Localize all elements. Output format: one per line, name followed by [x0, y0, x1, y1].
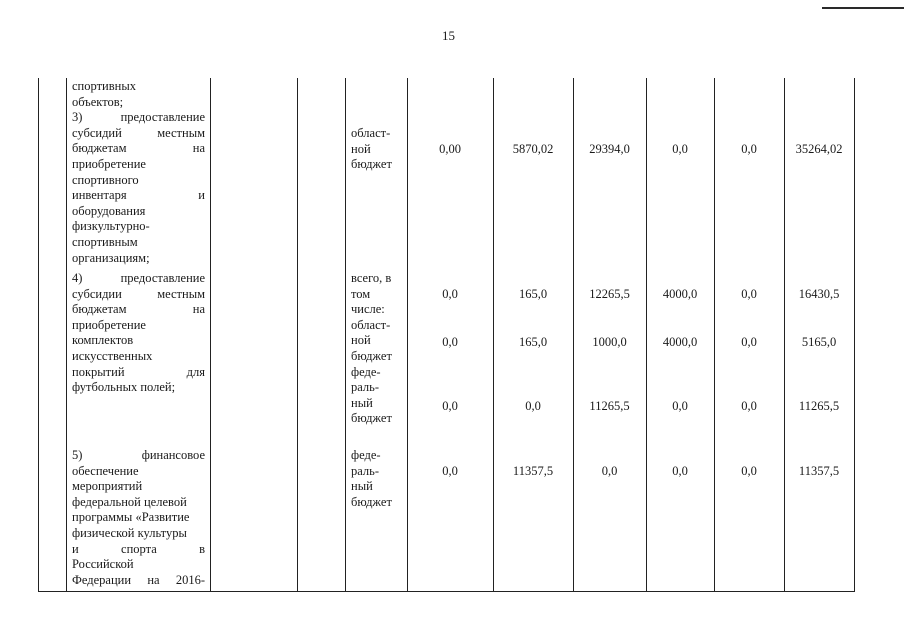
funding-source-line: числе: [351, 302, 385, 317]
value-cell: 0,0 [442, 399, 458, 413]
description-word: Федерации [72, 572, 132, 587]
description-line [72, 188, 205, 204]
description-word: для [186, 364, 205, 379]
description-line: мероприятий [72, 479, 143, 494]
description-line: программы «Развитие [72, 510, 190, 525]
value-cell: 0,0 [525, 399, 541, 413]
funding-source-line: ной [351, 141, 371, 156]
column-divider [297, 78, 298, 592]
description-line [72, 110, 205, 126]
value-cell: 165,0 [518, 287, 548, 301]
description-line: комплектов [72, 333, 134, 348]
value-cell: 0,0 [672, 399, 688, 413]
page-number: 15 [442, 28, 455, 43]
description-line [72, 302, 205, 318]
description-line: Российской [72, 557, 134, 572]
value-cell: 165,0 [518, 335, 548, 349]
value-cell: 0,00 [439, 142, 461, 156]
activity-description [72, 79, 205, 266]
description-line [72, 542, 205, 558]
description-line: организациям; [72, 250, 150, 265]
description-line [72, 141, 205, 157]
funding-source [351, 126, 407, 173]
value-cell: 0,0 [442, 335, 458, 349]
description-line [72, 271, 205, 287]
funding-source-line: област- [351, 317, 391, 332]
description-line: футбольных полей; [72, 380, 176, 395]
value-cell: 0,0 [741, 142, 757, 156]
description-word: местным [157, 125, 205, 140]
table-border-right [854, 78, 855, 592]
value-cell: 0,0 [741, 399, 757, 413]
description-line [72, 287, 205, 303]
funding-source-line: раль- [351, 380, 380, 395]
funding-source [351, 448, 407, 510]
description-line: приобретение [72, 317, 146, 332]
description-word: и [198, 188, 205, 203]
value-cell: 0,0 [601, 464, 618, 478]
description-line: физкультурно- [72, 219, 150, 234]
funding-source-line: раль- [351, 463, 380, 478]
funding-source-line: том [351, 286, 371, 301]
description-line: спортивным [72, 234, 138, 249]
description-word: бюджетам [72, 141, 127, 156]
value-cell: 11265,5 [589, 399, 630, 413]
total-cell: 11265,5 [798, 399, 840, 413]
total-cell: 5165,0 [801, 335, 837, 349]
value-cell: 0,0 [672, 464, 688, 478]
activity-description [72, 448, 205, 588]
description-word: местным [157, 286, 205, 301]
value-cell: 0,0 [741, 287, 757, 301]
value-cell: 0,0 [741, 335, 757, 349]
description-word: 2016- [175, 572, 205, 587]
value-cell: 0,0 [672, 142, 688, 156]
description-word: и [72, 541, 79, 556]
total-cell: 16430,5 [798, 287, 840, 301]
funding-source-line: бюджет [351, 494, 392, 509]
description-line [72, 573, 205, 589]
description-line: оборудования [72, 203, 146, 218]
value-cell: 4000,0 [662, 335, 698, 349]
column-divider [66, 78, 67, 592]
description-word: инвентаря [72, 188, 127, 203]
table-border-left [38, 78, 39, 592]
value-cell: 0,0 [442, 464, 458, 478]
description-line: объектов; [72, 94, 124, 109]
description-word: 3) [72, 110, 83, 125]
value-cell: 1000,0 [592, 335, 627, 349]
funding-source [351, 271, 407, 427]
funding-source-line: област- [351, 126, 391, 140]
funding-source-line: всего, в [351, 271, 392, 285]
description-word: 5) [72, 448, 83, 462]
total-cell: 11357,5 [798, 464, 840, 478]
description-line [72, 126, 205, 142]
funding-source-line: феде- [351, 364, 381, 379]
value-cell: 12265,5 [589, 287, 630, 301]
description-word: на [192, 302, 205, 317]
funding-source-line: ный [351, 395, 373, 410]
description-word: спорта [121, 541, 157, 556]
description-line: спортивного [72, 172, 139, 187]
value-cell: 0,0 [442, 287, 458, 301]
description-line: приобретение [72, 156, 146, 171]
funding-source-line: ной [351, 333, 371, 348]
description-word: покрытий [72, 364, 125, 379]
funding-source-line: бюджет [351, 157, 392, 172]
value-cell: 29394,0 [589, 142, 630, 156]
description-word: бюджетам [72, 302, 127, 317]
total-cell: 35264,02 [795, 142, 843, 156]
description-line: обеспечение [72, 463, 139, 478]
description-word: в [199, 541, 205, 556]
description-word: предоставление [120, 110, 205, 125]
activity-description [72, 271, 205, 396]
funding-source-line: ный [351, 479, 373, 494]
description-line: искусственных [72, 348, 153, 363]
value-cell: 4000,0 [662, 287, 698, 301]
value-cell: 0,0 [741, 464, 757, 478]
description-line [72, 365, 205, 381]
description-word: 4) [72, 271, 83, 285]
funding-source-line: бюджет [351, 411, 392, 426]
description-word: субсидии [72, 286, 122, 301]
funding-source-line: феде- [351, 448, 381, 462]
column-divider [210, 78, 211, 592]
description-line: спортивных [72, 79, 136, 93]
table-border-bottom [38, 591, 854, 592]
description-line [72, 448, 205, 464]
description-word: на [147, 572, 160, 587]
description-line: физической культуры [72, 525, 187, 540]
value-cell: 11357,5 [512, 464, 554, 478]
column-divider [345, 78, 346, 592]
description-word: на [192, 141, 205, 156]
description-word: субсидий [72, 125, 122, 140]
funding-source-line: бюджет [351, 348, 392, 363]
description-line: федеральной целевой [72, 494, 187, 509]
value-cell: 5870,02 [512, 142, 554, 156]
description-word: предоставление [120, 271, 205, 285]
description-word: финансовое [141, 448, 205, 462]
